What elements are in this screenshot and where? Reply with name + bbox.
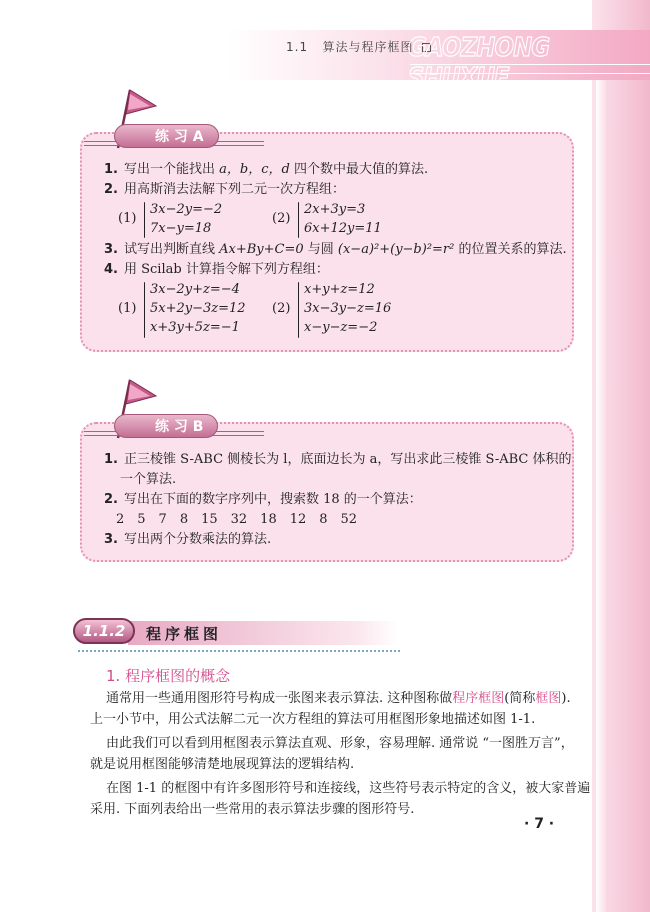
- paragraph: [106, 688, 606, 709]
- equation: 7x−y=18: [150, 221, 212, 236]
- subsection-title: 1. 程序框图的概念: [106, 667, 231, 685]
- item-number: 3.: [104, 532, 118, 547]
- item-text: 用 Scilab 计算指令解下列方程组：: [123, 262, 329, 277]
- exercise-b-item-2: [104, 490, 422, 510]
- item-text: 用高斯消去法解下列二元一次方程组：: [123, 182, 345, 197]
- exercise-b-item-3: [104, 530, 271, 550]
- equation: 5x+2y−3z=12: [150, 301, 246, 316]
- item-text: 正三棱锥 S-ABC 侧棱长为 l，底面边长为 a，写出求此三棱锥 S-ABC 体积的: [123, 452, 572, 467]
- item-text: 四个数中最大值的算法.: [289, 162, 429, 177]
- number-sequence: 2 5 7 8 15 32 18 12 8 52: [116, 512, 358, 527]
- equation: 3x−3y−z=16: [304, 301, 392, 316]
- para-text: (简称: [504, 691, 536, 706]
- header-brand: GAOZHONG SHUXUE: [408, 33, 550, 93]
- paragraph: 在图 1-1 的框图中有许多图形符号和连接线，这些符号表示特定的含义，被大家普遍: [106, 781, 591, 796]
- equation: 2x+3y=3: [304, 202, 366, 217]
- dotted-divider: [78, 650, 400, 652]
- exercise-b-label: 练 习 B: [114, 414, 218, 438]
- equation: 3x−2y=−2: [150, 202, 223, 217]
- paragraph: 由此我们可以看到用框图表示算法直观、形象，容易理解. 通常说 “一图胜万言”，: [106, 736, 574, 751]
- exercise-b-item-1-cont: 一个算法.: [120, 472, 177, 487]
- paragraph-line: 采用. 下面列表给出一些常用的表示算法步骤的图形符号.: [90, 802, 415, 817]
- equation: x+3y+5z=−1: [150, 320, 240, 335]
- exercise-a-item-2: [104, 180, 345, 200]
- side-stripe-decoration: [592, 0, 650, 912]
- item-number: 1.: [104, 452, 118, 467]
- header-title: 算法与程序框图: [322, 40, 414, 54]
- exercise-b-item-1: [104, 450, 572, 470]
- item-text: 写出在下面的数字序列中，搜索数 18 的一个算法：: [123, 492, 422, 507]
- system-label: (2): [272, 211, 291, 226]
- equation: 6x+12y=11: [304, 221, 382, 236]
- paragraph-line: 上一小节中，用公式法解二元一次方程组的算法可用框图形象地描述如图 1-1.: [90, 712, 536, 727]
- equation: 3x−2y+z=−4: [150, 282, 240, 297]
- paragraph-line: 就是说用框图能够清楚地展现算法的逻辑结构.: [90, 757, 355, 772]
- item-text: 试写出判断直线: [123, 242, 220, 257]
- system-label: (1): [118, 301, 137, 316]
- header-rule: [410, 64, 650, 74]
- exercise-a-item-4: [104, 260, 329, 280]
- term-highlight: 程序框图: [452, 691, 505, 706]
- para-text: ).: [561, 691, 571, 706]
- item-expression: Ax+By+C=0: [219, 242, 304, 257]
- para-text: 通常用一些通用图形符号构成一张图来表示算法. 这种图称做: [106, 691, 453, 706]
- item-number: 4.: [104, 262, 118, 277]
- item-number: 2.: [104, 492, 118, 507]
- section-number: 1.1.2: [73, 618, 135, 644]
- exercise-a-item-3: [104, 240, 567, 260]
- term-highlight: 框图: [535, 691, 562, 706]
- item-text: 写出两个分数乘法的算法.: [123, 532, 272, 547]
- header-section-number: 1.1: [286, 40, 309, 54]
- section-title: 程序框图: [146, 625, 223, 643]
- item-number: 1.: [104, 162, 118, 177]
- item-expression: (x−a)²+(y−b)²=r²: [337, 242, 455, 257]
- equation: x+y+z=12: [304, 282, 375, 297]
- system-label: (1): [118, 211, 137, 226]
- item-text: 与圆: [303, 242, 338, 257]
- page-number: · 7 ·: [524, 816, 555, 832]
- equation: x−y−z=−2: [304, 320, 378, 335]
- exercise-a-label: 练 习 A: [114, 124, 219, 148]
- item-number: 2.: [104, 182, 118, 197]
- item-text: 的位置关系的算法.: [454, 242, 567, 257]
- item-vars: a，b，c，d: [219, 162, 290, 177]
- item-text: 写出一个能找出: [123, 162, 220, 177]
- system-label: (2): [272, 301, 291, 316]
- item-number: 3.: [104, 242, 118, 257]
- exercise-a-item-1: [104, 160, 428, 180]
